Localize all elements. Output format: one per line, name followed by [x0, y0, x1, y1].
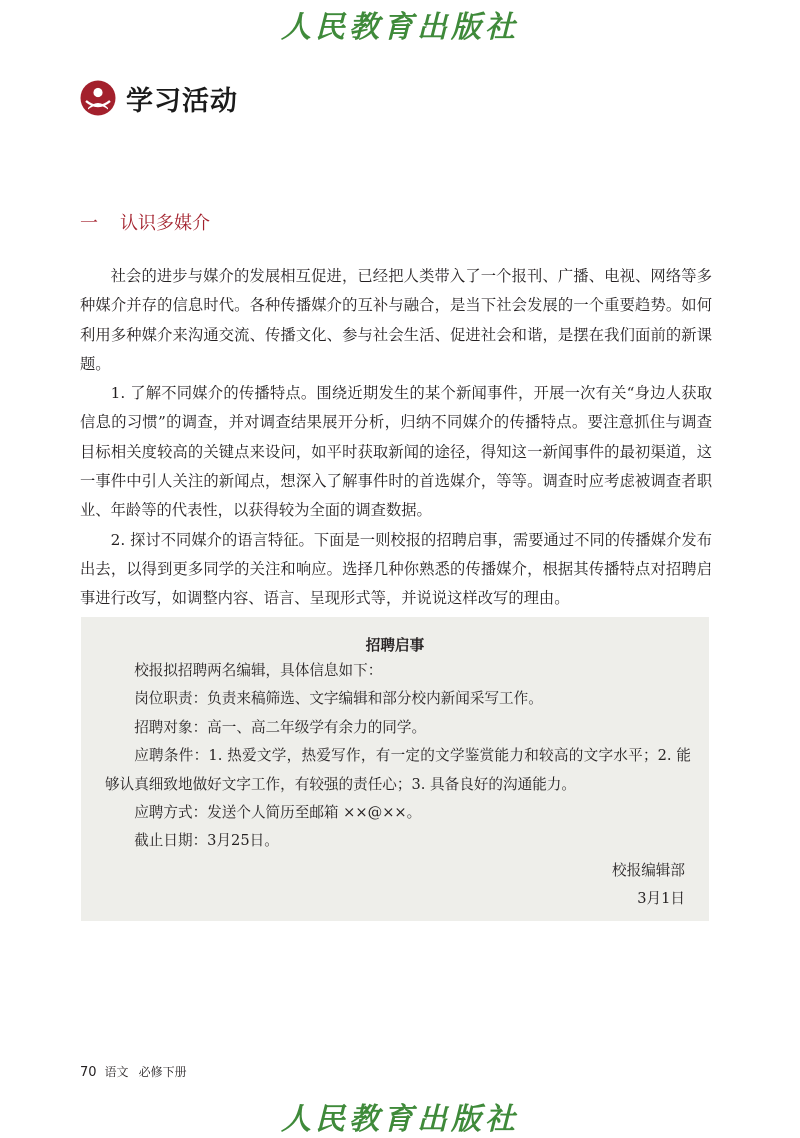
notice-title: 招聘启事 [365, 637, 425, 654]
recruitment-notice-box [81, 617, 709, 921]
notice-line: 招聘对象：高一、高二年级学有余力的同学。 [134, 718, 427, 736]
notice-date: 3月1日 [637, 890, 685, 908]
section-heading [80, 209, 210, 235]
notice-signature-block [612, 857, 685, 914]
reading-person-icon [80, 80, 116, 116]
page-footer [80, 1063, 187, 1080]
paragraph-intro: 社会的进步与媒介的发展相互促进，已经把人类带入了一个报刊、广播、电视、网络等多种媒介并存的信息时代。各种传播媒介的互补与融合，是当下社会发展的一个重要趋势。如何利用多种媒介来沟通交流、传播文化、参与社会生活、促进社会和谐，是摆在我们面前的新课题。 [80, 267, 712, 373]
book-subject: 语文 [104, 1065, 129, 1079]
publisher-logo-top: 人民教育出版社 [281, 10, 519, 45]
body-text [80, 262, 712, 614]
notice-line: 应聘条件：1. 热爱文学，热爱写作，有一定的文学鉴赏能力和较高的文字水平；2. 能够认真细致地做好文字工作，有较强的责任心；3. 具备良好的沟通能力。 [105, 747, 691, 793]
activity-header [80, 78, 238, 118]
page-number: 70 [80, 1065, 97, 1080]
notice-line: 应聘方式：发送个人简历至邮箱 ××@××。 [134, 804, 422, 822]
notice-line: 校报拟招聘两名编辑，具体信息如下： [134, 662, 383, 679]
notice-line: 岗位职责：负责来稿筛选、文字编辑和部分校内新闻采写工作。 [134, 690, 543, 708]
paragraph-task-1: 1. 了解不同媒介的传播特点。围绕近期发生的某个新闻事件，开展一次有关“身边人获取信息的习惯”的调查，并对调查结果展开分析，归纳不同媒介的传播特点。要注意抓住与调查目标相关度较高的关键点来设问，如平时获取新闻的途径，得知这一新闻事件的最初渠道，这一事件中引人关注的新闻点，想深入了解事件时的首选媒介，等等。调查时应考虑被调查者职业、年龄等的代表性，以获得较为全面的调查数据。 [80, 384, 712, 520]
notice-line: 截止日期：3月25日。 [134, 832, 279, 850]
notice-signature: 校报编辑部 [612, 862, 685, 879]
section-number: 一 [80, 213, 98, 234]
notice-body [105, 657, 691, 856]
activity-title: 学习活动 [126, 85, 238, 117]
publisher-logo-bottom: 人民教育出版社 [281, 1102, 519, 1137]
section-title: 认识多媒介 [120, 213, 210, 234]
paragraph-task-2: 2. 探讨不同媒介的语言特征。下面是一则校报的招聘启事，需要通过不同的传播媒介发布出去，以得到更多同学的关注和响应。选择几种你熟悉的传播媒介，根据其传播特点对招聘启事进行改写，如调整内容、语言、呈现形式等，并说说这样改写的理由。 [80, 530, 712, 608]
book-volume: 必修下册 [138, 1065, 187, 1079]
